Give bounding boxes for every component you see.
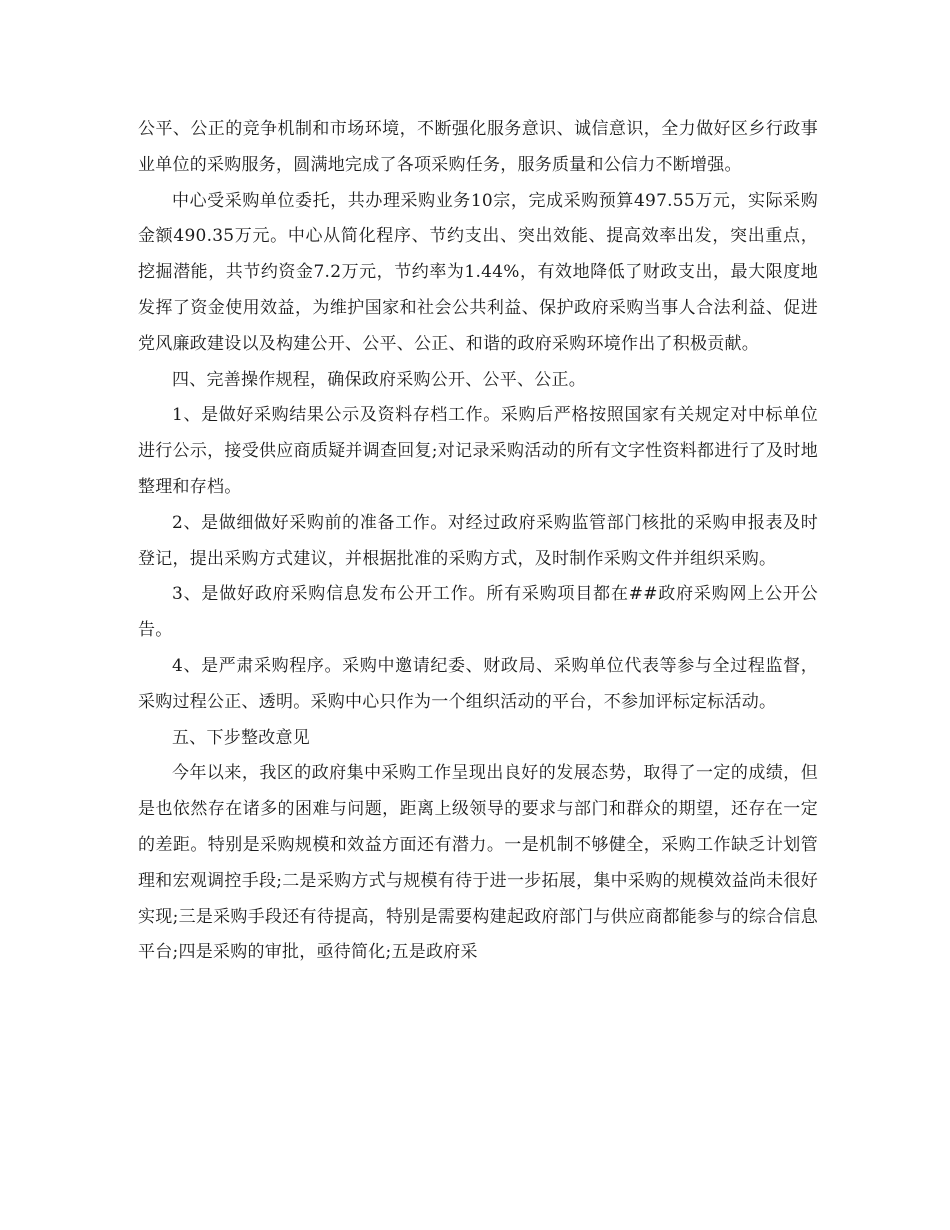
list-item-1: 1、是做好采购结果公示及资料存档工作。采购后严格按照国家有关规定对中标单位进行公示，接受供应商质疑并调查回复;对记录采购活动的所有文字性资料都进行了及时地整理和存档。 <box>138 405 818 497</box>
list-item-3: 3、是做好政府采购信息发布公开工作。所有采购项目都在##政府采购网上公开公告。 <box>138 584 818 641</box>
list-item-2: 2、是做细做好采购前的准备工作。对经过政府采购监管部门核批的采购申报表及时登记，提出采购方式建议，并根据批准的采购方式，及时制作采购文件并组织采购。 <box>138 512 818 569</box>
paragraph-continuation: 公平、公正的竞争机制和市场环境，不断强化服务意识、诚信意识，全力做好区乡行政事业单位的采购服务，圆满地完成了各项采购任务，服务质量和公信力不断增强。 <box>138 119 818 175</box>
section-heading-four: 四、完善操作规程，确保政府采购公开、公平、公正。 <box>172 369 586 390</box>
document-body <box>138 112 818 971</box>
paragraph-procurement-summary: 中心受采购单位委托，共办理采购业务10宗，完成采购预算497.55万元，实际采购金额490.35万元。中心从简化程序、节约支出、突出效能、提高效率出发，突出重点，挖掘潜能，共节约资金7.2万元，节约率为1.44%，有效地降低了财政支出，最大限度地发挥了资金使用效益，为维护国家和社会公共利益、保护政府采购当事人合法利益、促进党风廉政建设以及构建公开、公平、公正、和谐的政府采购环境作出了积极贡献。 <box>138 190 818 354</box>
section-heading-five: 五、下步整改意见 <box>172 727 310 748</box>
list-item-4: 4、是严肃采购程序。采购中邀请纪委、财政局、采购单位代表等参与全过程监督，采购过程公正、透明。采购中心只作为一个组织活动的平台，不参加评标定标活动。 <box>138 655 818 712</box>
paragraph-rectification: 今年以来，我区的政府集中采购工作呈现出良好的发展态势，取得了一定的成绩，但是也依然存在诸多的困难与问题，距离上级领导的要求与部门和群众的期望，还存在一定的差距。特别是采购规模和效益方面还有潜力。一是机制不够健全，采购工作缺乏计划管理和宏观调控手段;二是采购方式与规模有待于进一步拓展，集中采购的规模效益尚未很好实现;三是采购手段还有待提高，特别是需要构建起政府部门与供应商都能参与的综合信息平台;四是采购的审批，亟待简化;五是政府采 <box>138 763 818 963</box>
